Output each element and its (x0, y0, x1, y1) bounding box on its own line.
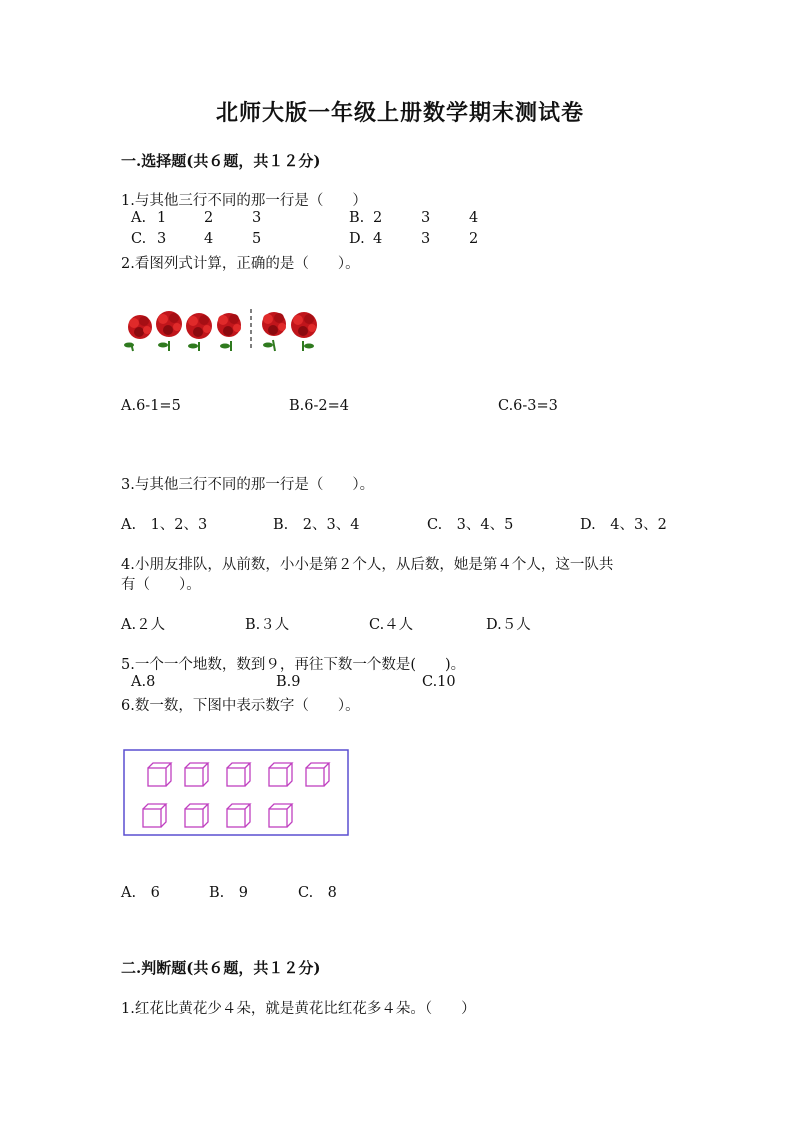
section-heading-choice: 一.选择题(共６题，共１２分) (121, 152, 321, 170)
q1-option-c-value: 4 (204, 231, 214, 247)
q1-option-d-value: 2 (469, 231, 479, 247)
q3-option-b: B. 2、3、4 (273, 517, 360, 533)
section-heading-judgement: 二.判断题(共６题，共１２分) (121, 959, 321, 977)
q1-option-c-label: C. (131, 231, 147, 247)
cube-icon (227, 804, 250, 827)
cube-icon (227, 763, 250, 786)
question-1-stem: 1.与其他三行不同的那一行是（ ） (121, 193, 367, 209)
flower-icon (217, 313, 241, 351)
flower-icon (156, 311, 182, 351)
cube-icon (143, 804, 166, 827)
q1-option-d-value: 4 (373, 231, 383, 247)
cube-icon (269, 763, 292, 786)
q1-option-b-value: 4 (469, 210, 479, 226)
q6-option-a: A. 6 (121, 885, 160, 901)
q1-option-a-value: 2 (204, 210, 214, 226)
question-5-stem: 5.一个一个地数，数到９，再往下数一个数是( )。 (121, 657, 466, 673)
q5-option-a: A.8 (131, 674, 156, 690)
flower-icon (124, 315, 152, 351)
q1-option-b-value: 2 (373, 210, 383, 226)
q1-option-b-label: B. (349, 210, 365, 226)
q3-option-c: C. 3、4、5 (427, 517, 514, 533)
q1-option-c-value: 3 (157, 231, 167, 247)
flower-icon (186, 313, 212, 351)
q3-option-a: A. 1、2、3 (121, 517, 208, 533)
judgement-question-1-stem: 1.红花比黄花少４朵，就是黄花比红花多４朵。（ ） (121, 1001, 476, 1017)
question-4-stem: 4.小朋友排队，从前数，小小是第２个人，从后数，她是第４个人，这一队共 (121, 557, 614, 573)
q6-option-b: B. 9 (209, 885, 248, 901)
question-2-stem: 2.看图列式计算，正确的是（ ）。 (121, 256, 360, 272)
q1-option-d-value: 3 (421, 231, 431, 247)
question-3-stem: 3.与其他三行不同的那一行是（ ）。 (121, 477, 375, 493)
cube-icon (269, 804, 292, 827)
cube-icon (148, 763, 171, 786)
q1-option-a-value: 3 (252, 210, 262, 226)
question-4-stem-continued: 有（ ）。 (121, 577, 201, 593)
cube-icon (185, 804, 208, 827)
q4-option-b: B.３人 (245, 617, 290, 633)
q4-option-d: D.５人 (486, 617, 531, 633)
q1-option-a-label: A. (131, 210, 147, 226)
q5-option-b: B.9 (276, 674, 301, 690)
q1-option-b-value: 3 (421, 210, 431, 226)
q4-option-a: A.２人 (121, 617, 166, 633)
question-6-stem: 6.数一数，下图中表示数字（ ）。 (121, 698, 360, 714)
q1-option-a-value: 1 (157, 210, 167, 226)
flower-icon (262, 312, 286, 351)
q1-option-c-value: 5 (252, 231, 262, 247)
q4-option-c: C.４人 (369, 617, 414, 633)
q3-option-d: D. 4、3、2 (580, 517, 667, 533)
cubes-image (123, 749, 349, 836)
flower-icon (291, 312, 317, 351)
cube-icon (306, 763, 329, 786)
page-title: 北师大版一年级上册数学期末测试卷 (215, 100, 584, 126)
q5-option-c: C.10 (422, 674, 456, 690)
q2-option-a: A.6-1=5 (121, 398, 181, 414)
q6-option-c: C. 8 (298, 885, 337, 901)
cube-icon (185, 763, 208, 786)
q2-option-b: B.6-2=4 (289, 398, 349, 414)
flowers-image (121, 305, 326, 353)
q2-option-c: C.6-3=3 (498, 398, 558, 414)
q1-option-d-label: D. (349, 231, 365, 247)
